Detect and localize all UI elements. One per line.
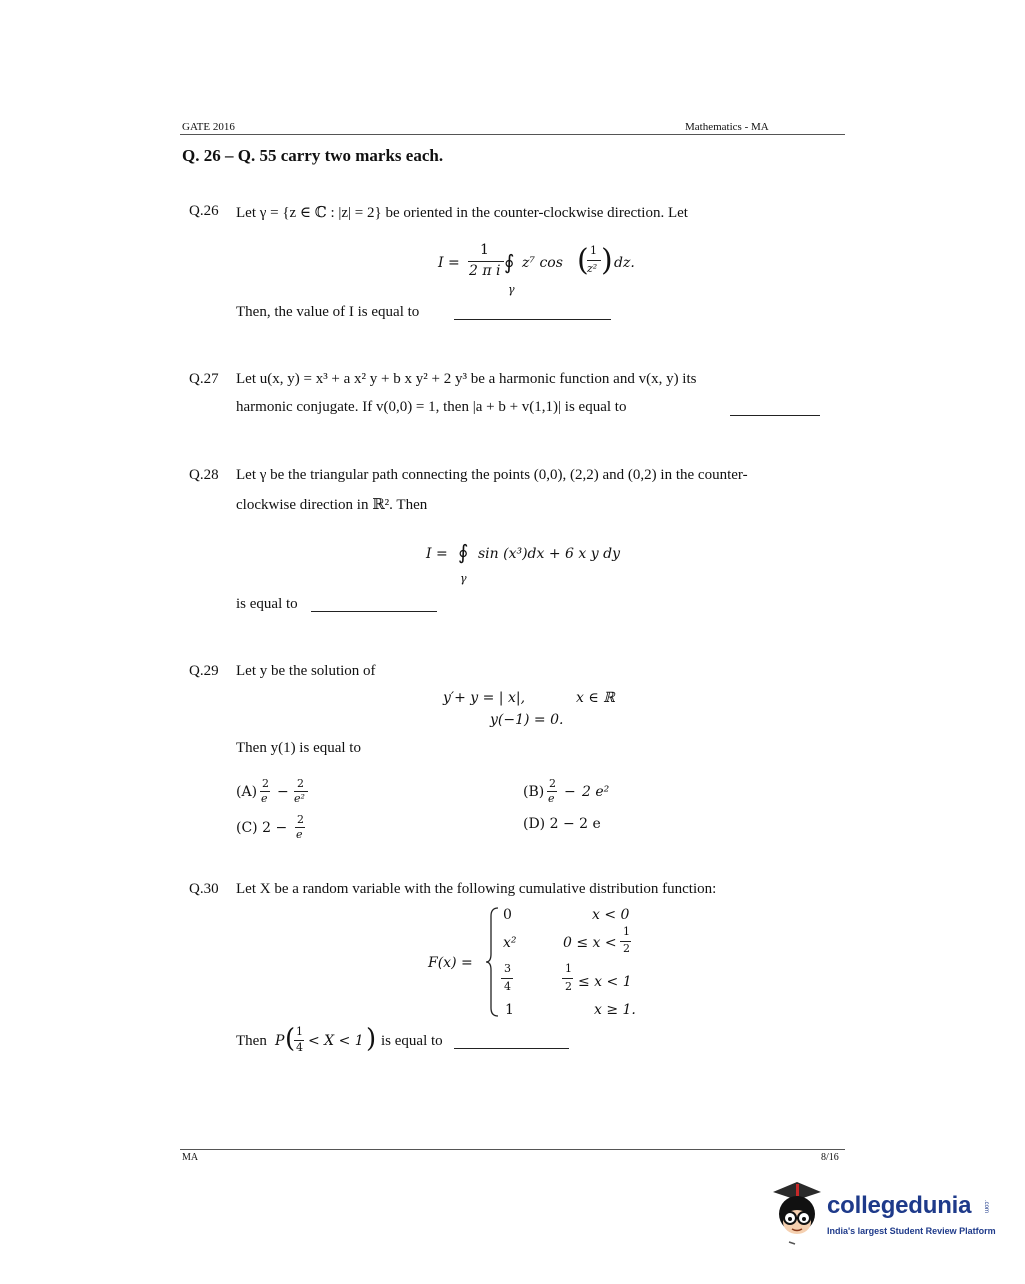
q30-prob-p: P [275,1033,285,1049]
q30-case1-value: 0 [503,907,512,923]
q29-eq1-domain: x ∈ ℝ [576,690,615,706]
q30-eq-lhs: F(x) = [428,955,473,971]
q29-option-a-frac1-num: 2 [262,777,269,790]
q26-contour-symbol: ∮ [504,250,515,274]
q28-integrand: sin (x³)dx + 6 x y dy [478,546,620,562]
q26-inner-line [587,260,601,261]
q30-prob-frac-den: 4 [296,1041,303,1054]
q26-frac-den: 2 π i [469,263,501,279]
q26-dz: dz. [614,255,635,271]
q30-then: Then [236,1033,267,1049]
brand-watermark [765,1178,995,1248]
q26-frac-num: 1 [480,242,489,258]
q28-line1: Let γ be the triangular path connecting the points (0,0), (2,2) and (0,2) in the counter- [236,467,748,483]
q30-prob-left-paren: ( [285,1024,296,1054]
student-mascot-icon [767,1178,825,1246]
q28-contour-sub: γ [460,572,467,585]
footer-page-number: 8/16 [821,1152,839,1163]
q30-case2-condition: 0 ≤ x < [563,935,617,951]
q26-right-paren: ) [601,243,613,278]
q29-option-a-frac1-den: e [261,792,268,805]
q29-option-a-op: − [277,784,289,800]
q29-eq1: y′+ y = | x|, [443,690,526,706]
q29-line2: Then y(1) is equal to [236,740,361,756]
q29-option-c-frac-num: 2 [297,813,304,826]
q29-option-a-label: (A) [236,784,258,800]
q29-option-b-tail: 2 e² [582,784,610,800]
q29-option-b-frac-num: 2 [549,777,556,790]
section-title: Q. 26 – Q. 55 carry two marks each. [182,146,444,165]
q27-answer-blank [730,415,820,416]
q27-line1: Let u(x, y) = x³ + a x² y + b x y² + 2 y³ be a harmonic function and v(x, y) its [236,371,697,387]
q29-option-c-frac-den: e [296,828,303,841]
q30-case2-frac-den: 2 [623,942,630,955]
q29-option-b-frac-den: e [548,792,555,805]
q30-case3-condition: ≤ x < 1 [578,974,632,990]
q30-case3-cond-line [562,978,573,979]
brand-name: collegedunia [827,1192,972,1219]
q26-inner-den: z² [587,262,598,275]
q28-line2: clockwise direction in ℝ². Then [236,497,428,513]
q30-case1-condition: x < 0 [592,907,630,923]
q28-answer-blank [311,611,437,612]
q26-contour-sub: γ [508,283,515,296]
q30-case3-value-line [501,978,513,979]
q29-eq2: y(−1) = 0. [490,712,564,728]
q26-number: Q.26 [189,203,219,219]
q30-prob-rest: < X < 1 [308,1033,364,1049]
q27-line2: harmonic conjugate. If v(0,0) = 1, then |a + b + v(1,1)| is equal to [236,399,627,415]
brand-com: .com [983,1200,989,1214]
q29-option-c-label: (C) 2 − [236,820,288,836]
q26-line1: Let γ = {z ∈ ℂ : |z| = 2} be oriented in the counter-clockwise direction. Let [236,205,688,221]
q30-brace [484,906,500,1018]
footer-code: MA [182,1152,199,1163]
q30-prob-frac-num: 1 [296,1025,303,1038]
q29-line1: Let y be the solution of [236,663,376,679]
q30-case4-value: 1 [505,1002,514,1018]
q29-option-d-label: (D) 2 − 2 e [523,816,601,832]
q30-case3-value-den: 4 [504,980,511,993]
header-rule [180,134,845,135]
q30-case2-frac-num: 1 [623,925,630,938]
q30-number: Q.30 [189,881,219,897]
header-exam: GATE 2016 [182,121,235,133]
q30-case3-cond-den: 2 [565,980,572,993]
q29-option-a-frac2-num: 2 [297,777,304,790]
q30-case3-value-num: 3 [504,962,511,975]
q26-eq-lhs: I = [438,255,460,271]
q26-left-paren: ( [577,243,589,278]
q28-line3: is equal to [236,596,298,612]
q26-integrand: z⁷ cos [522,255,563,271]
q29-option-a-frac2-den: e² [294,792,305,805]
q29-option-b-label: (B) [523,784,545,800]
q30-tail: is equal to [381,1033,443,1049]
footer-rule [180,1149,845,1150]
q26-answer-blank [454,319,611,320]
brand-tagline: India's largest Student Review Platform [827,1226,996,1236]
q30-case2-value: x² [503,935,517,951]
q30-case3-cond-num: 1 [565,962,572,975]
q27-number: Q.27 [189,371,219,387]
header-subject: Mathematics - MA [685,121,769,133]
q26-frac-line [468,261,504,262]
q30-case4-condition: x ≥ 1. [594,1002,636,1018]
q28-eq-lhs: I = [426,546,448,562]
q30-line1: Let X be a random variable with the following cumulative distribution function: [236,881,717,897]
q30-prob-right-paren: ) [366,1024,377,1054]
q29-option-b-op: − [564,784,576,800]
q29-number: Q.29 [189,663,219,679]
q26-line2: Then, the value of I is equal to [236,304,420,320]
q28-number: Q.28 [189,467,219,483]
q26-inner-num: 1 [590,244,597,257]
q30-answer-blank [454,1048,569,1049]
q28-contour-symbol: ∮ [458,540,469,564]
